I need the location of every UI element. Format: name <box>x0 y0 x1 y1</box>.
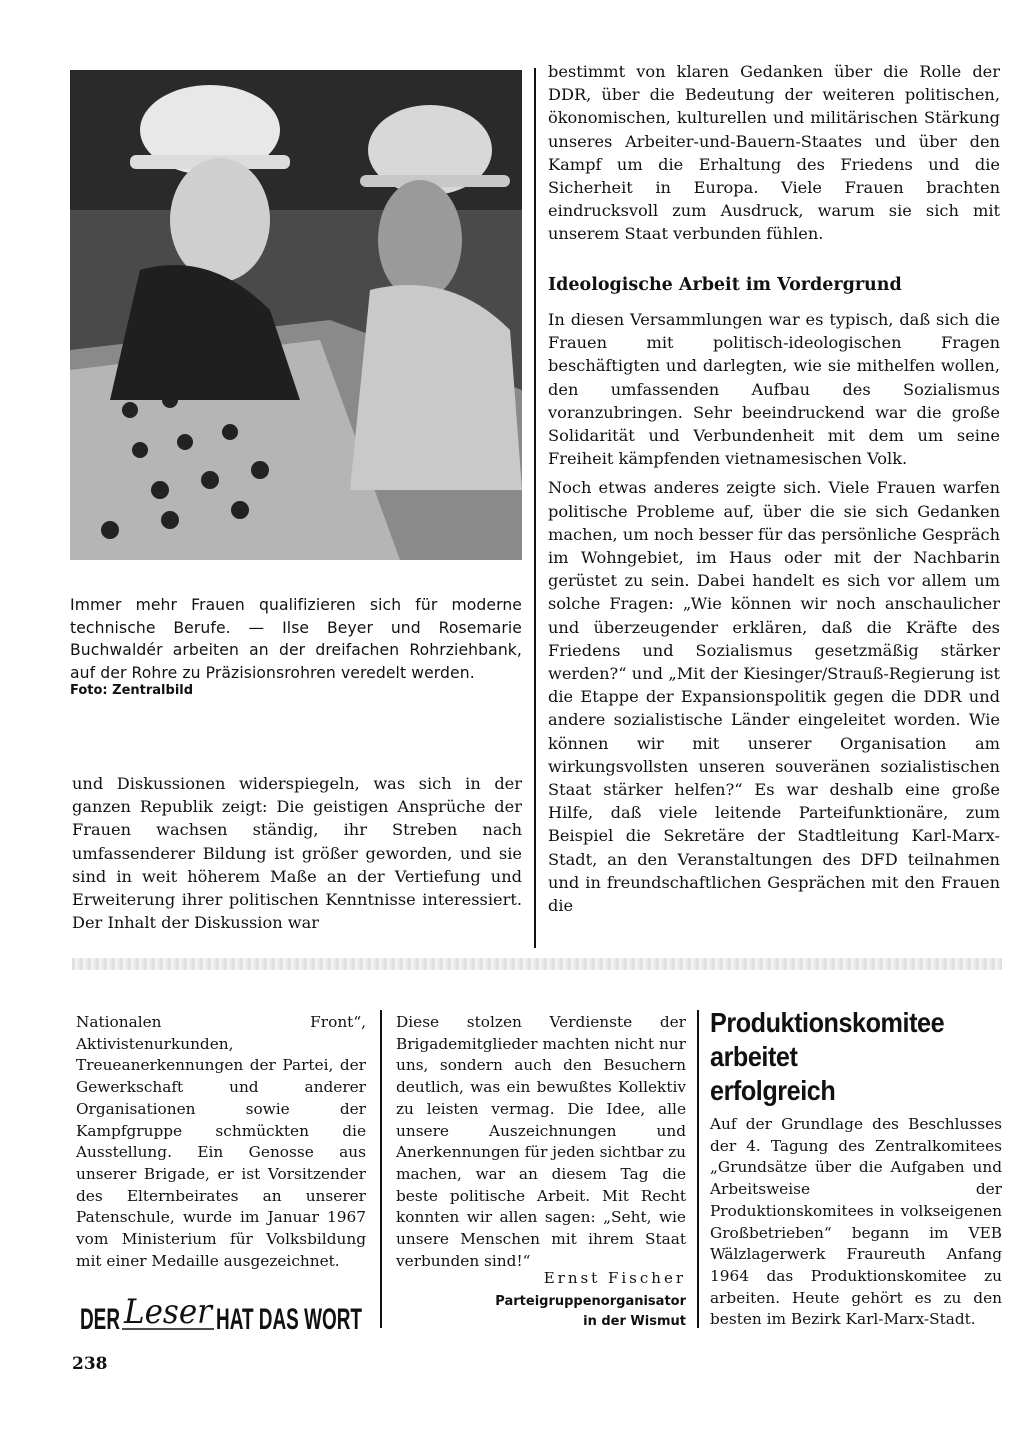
right-column-intro <box>548 60 1000 246</box>
headline-line-3: erfolgreich <box>710 1075 836 1106</box>
right-intro-paragraph: bestimmt von klaren Gedanken über die Rolle der DDR, über die Bedeutung der weiteren politischen, ökonomischen, kulturellen und militärischen Stärkung unseres Arbeiter-und-Bauern-Staates und über den Kampf um die Erhaltung des Friedens und die Sicherheit in Europa. Viele Frauen brachten eindrucksvoll zum Ausdruck, warum sie sich mit unserem Staat verbunden fühlen. <box>548 62 1000 244</box>
logo-hat-das-wort: HAT DAS WORT <box>216 1303 362 1336</box>
right-column-body <box>548 308 1000 917</box>
headline-line-2: arbeitet <box>710 1041 798 1072</box>
left-column-text <box>72 772 522 934</box>
bottom-middle-text: Diese stolzen Verdienste der Brigademitglieder machten nicht nur uns, sondern auch den Besuchern deutlich, was ein bewußtes Kollektiv zu leisten vermag. Die Idee, alle unsere Auszeichnungen und Anerkennungen für jeden sichtbar zu machen, war an diesem Tag die beste politische Arbeit. Mit Recht konnten wir allen sagen: „Seht, wie unsere Menschen mit ihrem Staat verbunden sind!“ <box>396 1013 686 1270</box>
right-paragraph-1: In diesen Versammlungen war es typisch, daß sich die Frauen mit politisch-ideologischen Fragen beschäftigten und darlegten, wie sie mithelfen wollen, den umfassenden Aufbau des Sozialismus voranzubringen. Sehr beeindruckend war die große Solidarität und Verbundenheit mit dem um seine Freiheit kämpfenden vietnamesischen Volk. <box>548 310 1000 469</box>
author-role <box>396 1292 686 1332</box>
author-role-line-1: Parteigruppenorganisator <box>495 1294 686 1309</box>
der-leser-hat-das-wort-logo <box>80 1285 365 1341</box>
logo-graphic <box>80 1285 365 1341</box>
section-heading: Ideologische Arbeit im Vordergrund <box>548 275 902 295</box>
logo-leser: Leser <box>123 1292 214 1332</box>
left-paragraph: und Diskussionen widerspiegeln, was sich in der ganzen Republik zeigt: Die geistigen Ansprüche der Frauen wachsen ständig, ihr Streben nach umfassenderer Bildung ist größer geworden, und sie sind in weit höherem Maße an der Vertiefung und Erweiterung ihrer politischen Kenntnisse interessiert. Der Inhalt der Diskussion war <box>72 774 522 933</box>
section-separator <box>72 958 1002 970</box>
photo-caption: Immer mehr Frauen qualifizieren sich für moderne technische Berufe. — Ilse Beyer und Rosemarie Buchwaldér arbeiten an der dreifachen Rohrziehbank, auf der Rohre zu Präzisionsrohren veredelt werden. <box>70 596 522 682</box>
article-headline <box>710 1006 1010 1108</box>
bottom-left-text: Nationalen Front“, Aktivistenurkunden, Treueanerkennungen der Partei, der Gewerkschaft und anderer Organisationen sowie der Kampfgruppe schmückten die Ausstellung. Ein Genosse aus unserer Brigade, er ist Vorsitzender des Elternbeirates an unserer Patenschule, wurde im Januar 1967 vom Ministerium für Volksbildung mit einer Medaille ausgezeichnet. <box>76 1013 366 1270</box>
author-role-line-2: in der Wismut <box>583 1314 686 1329</box>
page-number: 238 <box>72 1354 108 1374</box>
photo-credit: Foto: Zentralbild <box>70 683 194 698</box>
bottom-right-text: Auf der Grundlage des Beschlusses der 4. Tagung des Zentralkomitees „Grundsätze über die Aufgaben und Arbeitsweise der Produktionskomitees in volkseigenen Großbetrieben“ begann im VEB Wälzlagerwerk Fraureuth Anfang 1964 das Produktionskomitee zu arbeiten. Heute gehört es zu den besten im Bezirk Karl-Marx-Stadt. <box>710 1115 1002 1329</box>
bottom-divider-left <box>380 1010 382 1328</box>
headline-line-1: Produktionskomitee <box>710 1007 945 1038</box>
logo-der: DER <box>80 1303 121 1336</box>
right-paragraph-2: Noch etwas anderes zeigte sich. Viele Frauen warfen politische Probleme auf, über die sie sich Gedanken machen, um noch besser für das persönliche Gespräch im Wohngebiet, im Haus oder mit der Nachbarin gerüstet zu sein. Dabei handelt es sich vor allem um solche Fragen: „Wie können wir noch anschaulicher und überzeugender erklären, daß die Kräfte des Friedens und Sozialismus gesetzmäßig stärker werden?“ und „Mit der Kiesinger/Strauß-Regierung ist die Etappe der Expansionspolitik gegen die DDR und andere sozialistische Länder eingeleitet worden. Wie können wir mit unserer Organisation am wirkungsvollsten unseren souveränen sozialistischen Staat stärker helfen?“ Es war deshalb eine große Hilfe, daß viele leitende Parteifunktionäre, zum Beispiel die Sekretäre der Stadtleitung Karl-Marx-Stadt, an den Veranstaltungen des DFD teilnahmen und in freundschaftlichen Gesprächen mit den Frauen die <box>548 478 1000 916</box>
bottom-divider-right <box>697 1010 699 1328</box>
photo-women-at-control-panel <box>70 70 522 560</box>
photo-illustration <box>70 70 522 560</box>
column-divider <box>534 68 536 948</box>
author-name: Ernst Fischer <box>543 1269 686 1287</box>
